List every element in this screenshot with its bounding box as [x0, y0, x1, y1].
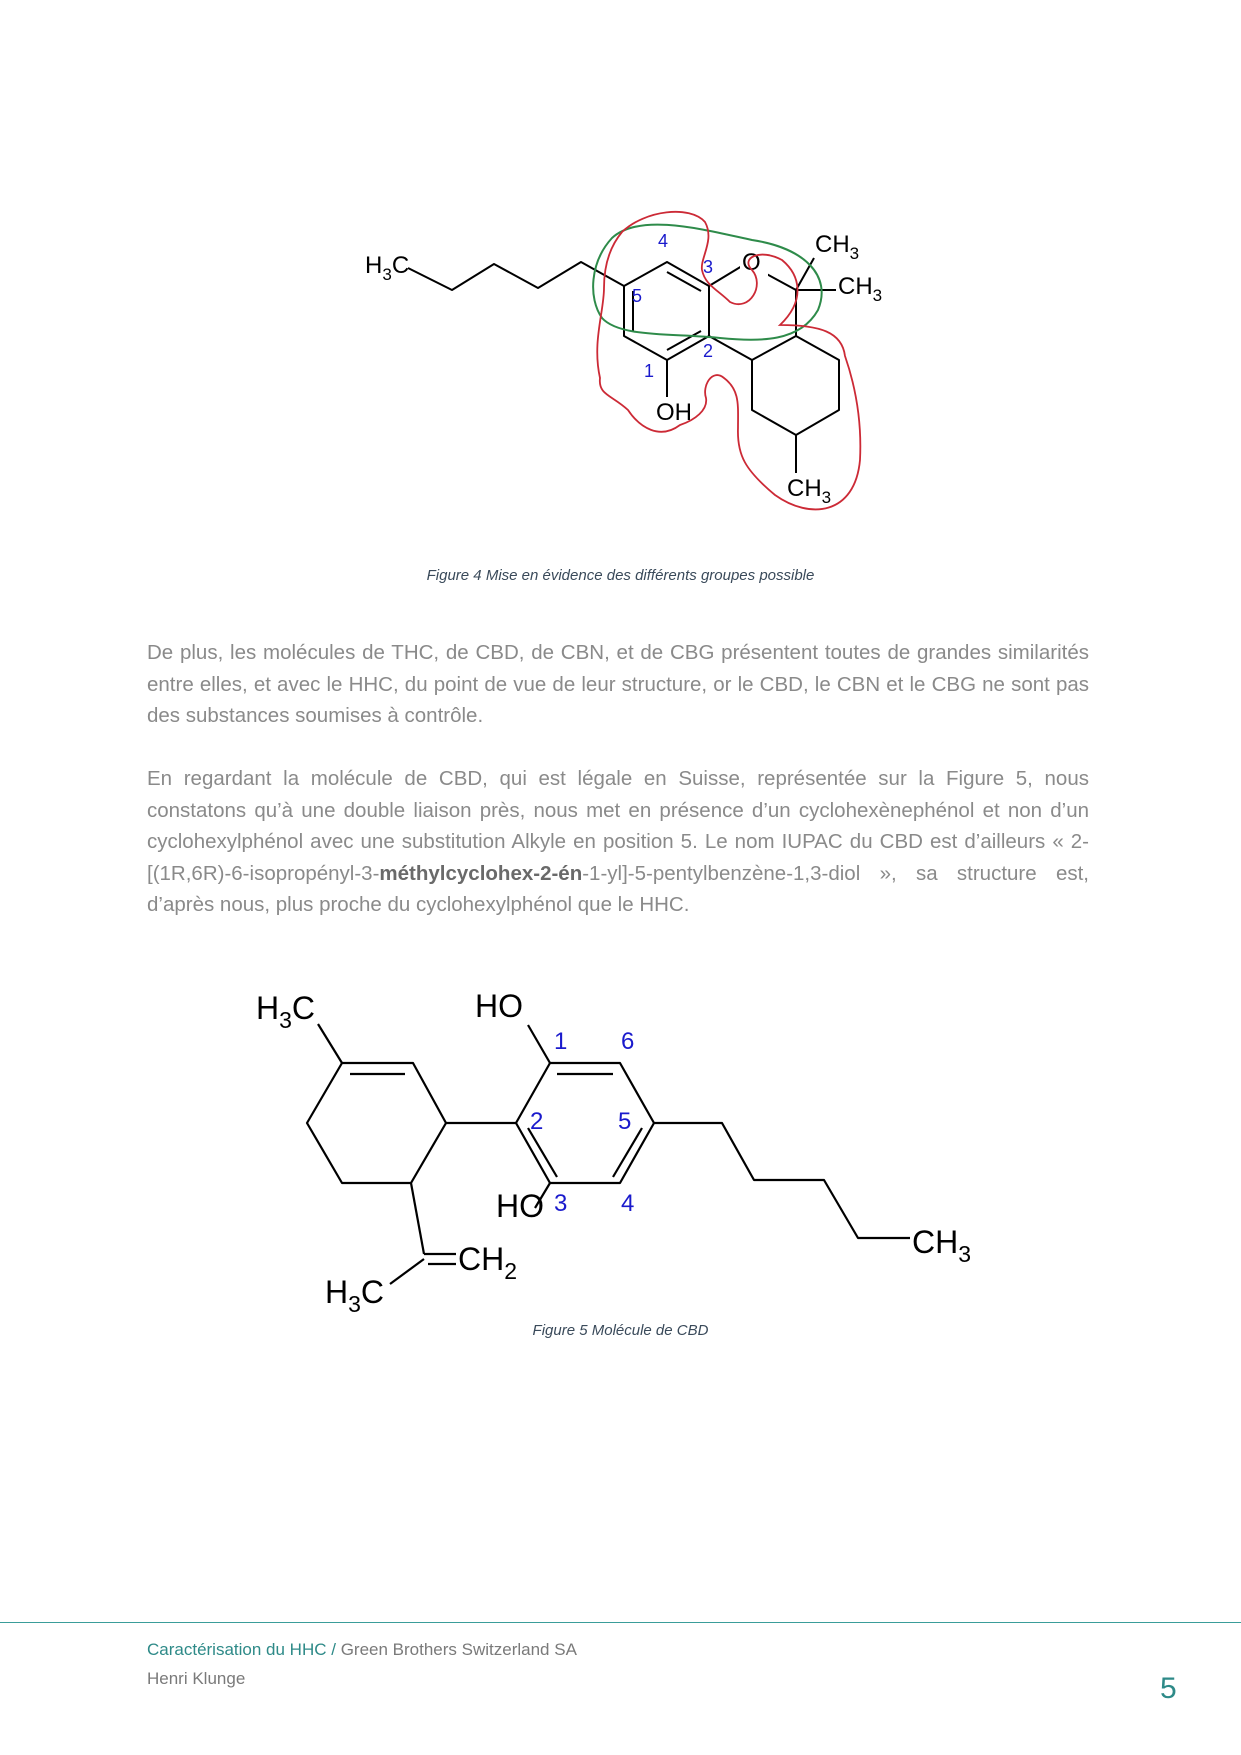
paragraph-2-text-after: -1-yl]-5-pentylbenzène-1,3-diol », sa structure est, d’après nous, plus proche du cyclohexylphénol que le HHC. [147, 861, 1089, 916]
position-number-4: 4 [658, 231, 669, 251]
position-number-5: 5 [632, 286, 643, 306]
footer-company: Green Brothers Switzerland SA [340, 1640, 577, 1659]
figure-4 [0, 0, 1241, 560]
footer-document-line [147, 1640, 577, 1660]
oh-label: OH [656, 399, 692, 426]
position-number-6: 6 [621, 1028, 635, 1055]
ch3-top-label: $CH_3$ [815, 231, 860, 263]
cyclohexene-ring [307, 1063, 446, 1183]
ho-top-label: HO [475, 988, 523, 1024]
position-number-1: 1 [644, 361, 655, 381]
h3c-bottom-label: $H_3C$ [325, 1274, 385, 1317]
cbd-structure-diagram [0, 960, 1241, 1320]
oxygen-label: O [742, 249, 761, 276]
paragraph-1: De plus, les molécules de THC, de CBD, de CBN, et de CBG présentent toutes de grandes similarités entre elles, et avec le HHC, du point de vue de leur structure, or le CBD, le CBN et le CBG ne sont pas des substances soumises à contrôle. [147, 641, 1089, 727]
pentyl-chain [654, 1123, 910, 1238]
footer-author: Henri Klunge [147, 1669, 246, 1688]
position-number-3: 3 [554, 1190, 568, 1217]
h3c-top-label: $H_3C$ [256, 990, 316, 1033]
cyclohexane-ring [752, 336, 839, 435]
figure-4-caption: Figure 4 Mise en évidence des différents groupes possible [426, 567, 815, 584]
footer-divider [0, 1622, 1241, 1623]
pentyl-chain [408, 262, 624, 290]
paragraph-2-bold-term: méthylcyclohex-2-én [379, 861, 583, 885]
paragraph-2 [147, 763, 1089, 921]
position-number-3: 3 [703, 257, 714, 277]
aromatic-ring [624, 262, 709, 360]
ch3-right-label: $CH_3$ [838, 273, 883, 305]
ch3-bottom-label: $CH_3$ [787, 475, 832, 507]
ch3-label: $CH_3$ [912, 1224, 972, 1267]
h3c-label: $H_3C$ [365, 252, 410, 284]
position-number-5: 5 [618, 1108, 632, 1135]
figure-5-caption: Figure 5 Molécule de CBD [532, 1322, 709, 1339]
page-number: 5 [1160, 1672, 1177, 1705]
hhc-structure-diagram [0, 0, 1241, 560]
footer-document-title: Caractérisation du HHC [147, 1640, 327, 1659]
paragraph-2-text-before: En regardant la molécule de CBD, qui est légale en Suisse, représentée sur la Figure 5, nous constatons qu’à une double liaison près, nous met en présence d’un cyclohexènephénol et non d’un cyclohexylphénol avec une substitution Alkyle en position 5. Le nom IUPAC du CBD est d’ailleurs « 2-[(1R,6R)-6-isopropényl-3- [147, 767, 1089, 885]
footer-separator: / [326, 1640, 341, 1659]
ch2-label: $CH_2$ [458, 1241, 518, 1284]
ho-bottom-label: HO [496, 1188, 544, 1224]
position-number-1: 1 [554, 1028, 568, 1055]
figure-5 [0, 960, 1241, 1320]
position-number-4: 4 [621, 1190, 635, 1217]
position-number-2: 2 [703, 341, 714, 361]
pyran-ring [709, 266, 796, 360]
position-number-2: 2 [530, 1108, 544, 1135]
